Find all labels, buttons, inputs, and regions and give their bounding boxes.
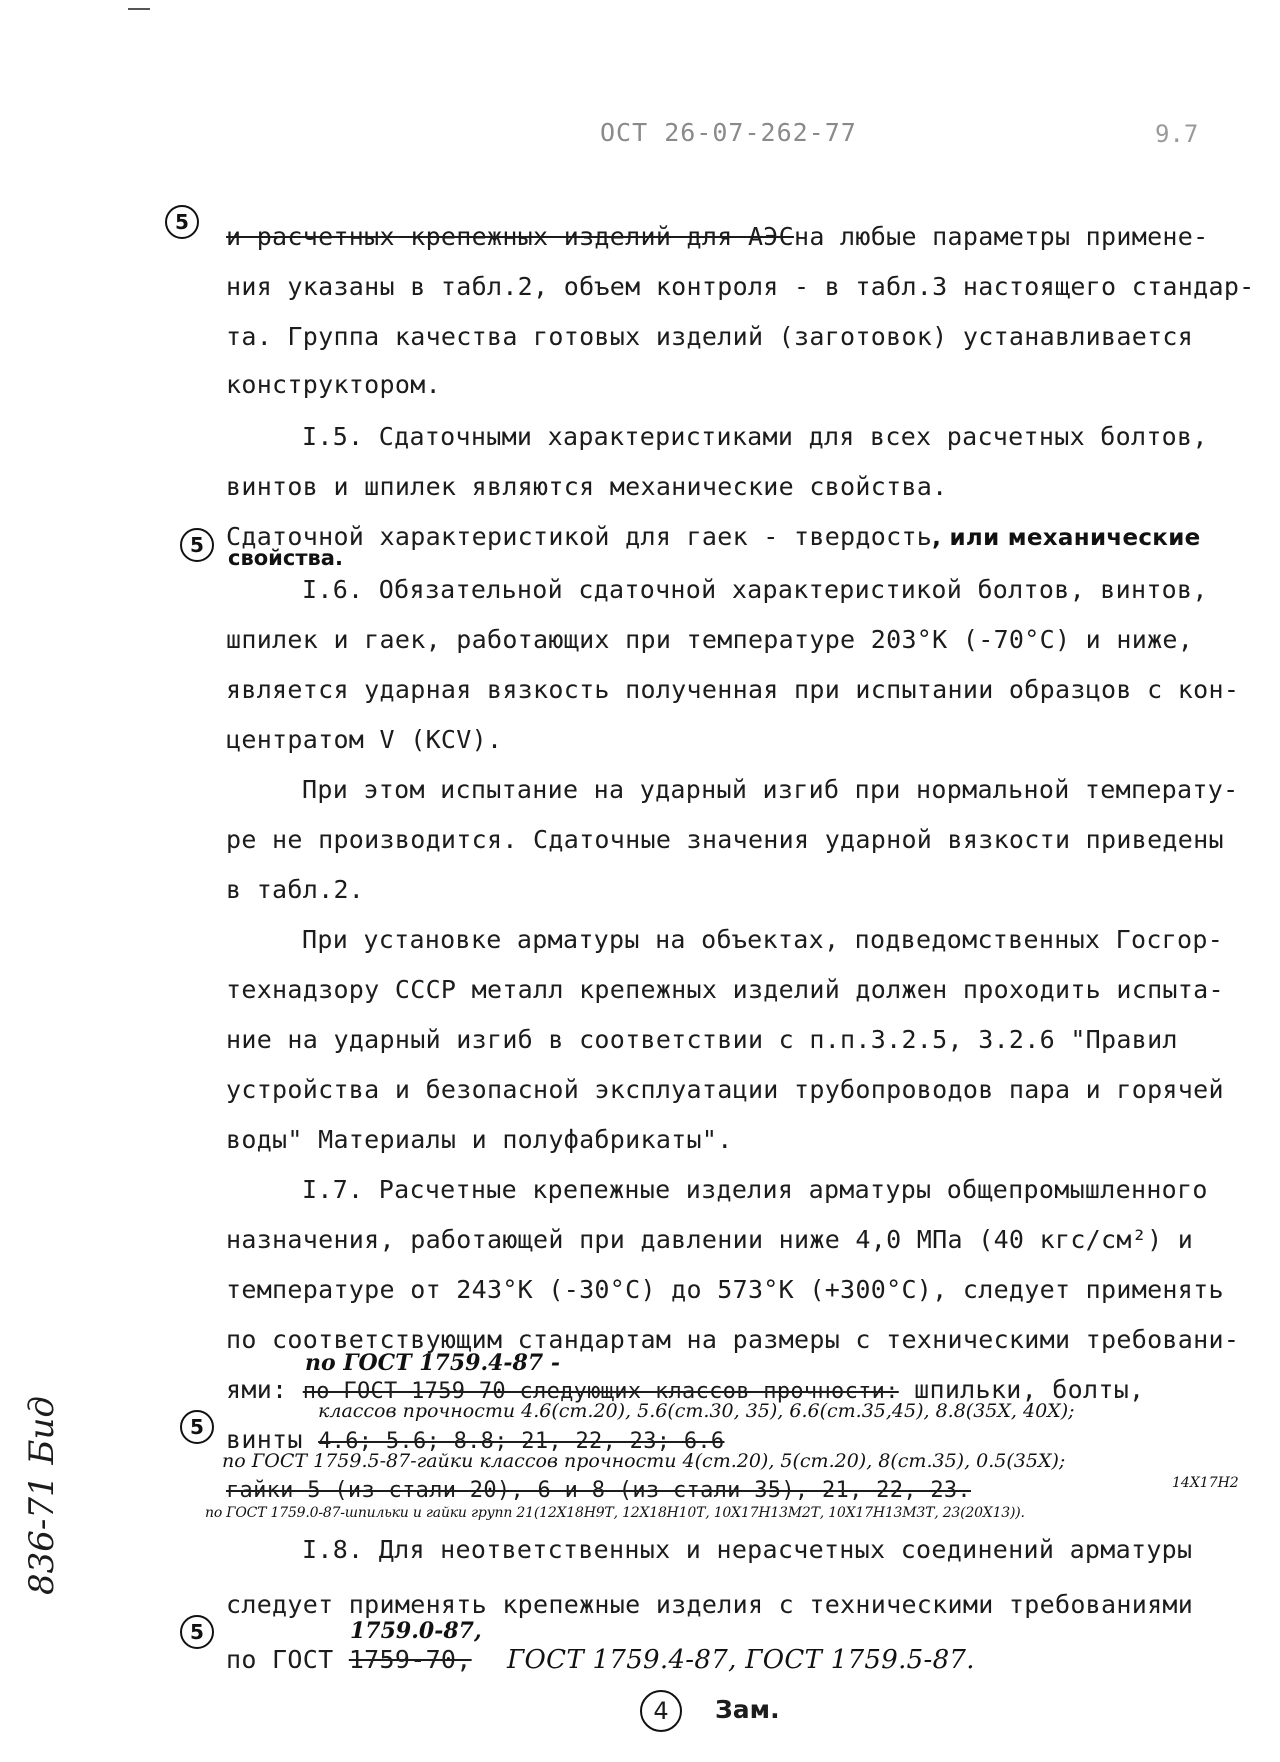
- text-fragment: Сдаточной характеристикой для гаек - твердость: [226, 522, 933, 551]
- scan-artifact-dash: [128, 8, 150, 10]
- handwritten-insert: ГОСТ 1759.4-87, ГОСТ 1759.5-87.: [507, 1645, 975, 1675]
- revision-circle-mark: 5: [180, 1615, 214, 1649]
- struck-text: 4.6; 5.6; 8.8; 21, 22, 23; 6.6: [318, 1429, 725, 1454]
- text-line: в табл.2.: [226, 875, 365, 904]
- revision-circle-mark: 5: [180, 528, 214, 562]
- text-line: по соответствующим стандартам на размеры с техническими требовани-: [226, 1325, 1240, 1354]
- text-line: технадзору СССР металл крепежных изделий должен проходить испыта-: [226, 975, 1224, 1004]
- struck-text: и расчетных крепежных изделий для АЭС: [226, 222, 794, 251]
- change-number-circle: 4: [640, 1690, 682, 1732]
- text-line: воды" Материалы и полуфабрикаты".: [226, 1125, 733, 1154]
- handwritten-insert: по ГОСТ 1759.4-87 -: [305, 1350, 560, 1376]
- text-line: центратом V (КСV).: [226, 725, 503, 754]
- change-label: Зам.: [715, 1695, 780, 1724]
- handwritten-insert: 14Х17Н2: [1172, 1475, 1239, 1491]
- page-number: 9.7: [1155, 120, 1199, 148]
- struck-text: гайки 5 (из стали 20), 6 и 8 (из стали 35), 21, 22, 23.: [226, 1478, 971, 1503]
- revision-circle-mark: 5: [180, 1410, 214, 1444]
- section-1-5-heading: I.5. Сдаточными характеристиками для всех расчетных болтов,: [302, 422, 1208, 451]
- struck-text: по ГОСТ 1759-70 следующих классов прочности:: [302, 1379, 899, 1404]
- text-line: является ударная вязкость полученная при испытании образцов с кон-: [226, 675, 1240, 704]
- text-line: винтов и шпилек являются механические свойства.: [226, 472, 948, 501]
- text-line: ние на ударный изгиб в соответствии с п.п.3.2.5, 3.2.6 "Правил: [226, 1025, 1178, 1054]
- text-line: При установке арматуры на объектах, подведомственных Госгор-: [302, 925, 1224, 954]
- text-fragment: по ГОСТ: [226, 1645, 334, 1674]
- revision-circle-mark: 5: [165, 205, 199, 239]
- text-fragment: винты: [226, 1425, 303, 1454]
- text-line: следует применять крепежные изделия с техническими требованиями: [226, 1590, 1194, 1619]
- struck-text: 1759-70,: [348, 1645, 472, 1674]
- text-line: та. Группа качества готовых изделий (заготовок) устанавливается: [226, 322, 1194, 351]
- handwritten-insert: по ГОСТ 1759.5-87-гайки классов прочности 4(ст.20), 5(ст.20), 8(ст.35), 0.5(35Х);: [222, 1450, 1066, 1472]
- handwritten-insert: 1759.0-87,: [350, 1618, 482, 1644]
- text-fragment: ями:: [226, 1375, 288, 1404]
- section-1-7-heading: I.7. Расчетные крепежные изделия арматуры общепромышленного: [302, 1175, 1208, 1204]
- handwritten-insert: свойства.: [228, 546, 343, 570]
- text-line: [226, 1478, 971, 1503]
- section-1-8-heading: I.8. Для неответственных и нерасчетных соединений арматуры: [302, 1535, 1193, 1564]
- text-line: [226, 522, 1201, 551]
- text-line: устройства и безопасной эксплуатации трубопроводов пара и горячей: [226, 1075, 1224, 1104]
- handwritten-insert: классов прочности 4.6(ст.20), 5.6(ст.30, 35), 6.6(ст.35,45), 8.8(35Х, 40Х);: [318, 1400, 1075, 1422]
- text-line: шпилек и гаек, работающих при температуре 203°К (-70°С) и ниже,: [226, 625, 1194, 654]
- text-line: ре не производится. Сдаточные значения ударной вязкости приведены: [226, 825, 1224, 854]
- text-line: При этом испытание на ударный изгиб при нормальной температу-: [302, 775, 1239, 804]
- text-fragment: на любые параметры примене-: [794, 222, 1209, 251]
- text-line: назначения, работающей при давлении ниже 4,0 МПа (40 кгс/см²) и: [226, 1225, 1194, 1254]
- margin-handwritten-note: 836-71 Бид: [22, 1396, 62, 1595]
- handwritten-insert: по ГОСТ 1759.0-87-шпильки и гайки групп 21(12Х18Н9Т, 12Х18Н10Т, 10Х17Н13М2Т, 10Х17Н13М3Т, 23(20Х13)).: [205, 1505, 1025, 1521]
- text-fragment: шпильки, болты,: [914, 1375, 1145, 1404]
- document-code: ОСТ 26-07-262-77: [600, 118, 857, 147]
- text-line: [226, 1645, 975, 1675]
- section-1-6-heading: I.6. Обязательной сдаточной характеристикой болтов, винтов,: [302, 575, 1208, 604]
- text-line: [226, 222, 1208, 251]
- handwritten-insert: , или механические: [932, 525, 1201, 551]
- text-line: конструктором.: [226, 370, 441, 399]
- text-line: ния указаны в табл.2, объем контроля - в табл.3 настоящего стандар-: [226, 272, 1255, 301]
- text-line: температуре от 243°К (-30°С) до 573°К (+300°С), следует применять: [226, 1275, 1224, 1304]
